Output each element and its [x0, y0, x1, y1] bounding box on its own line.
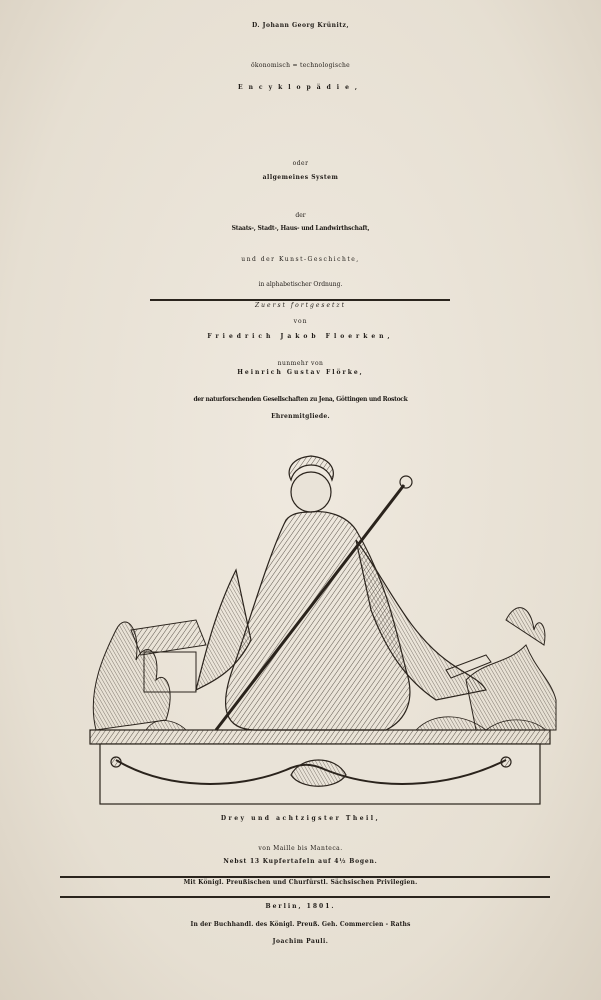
- economy-line: Staats-, Stadt-, Haus- und Landwirthschaft,: [231, 225, 370, 232]
- von-line: von: [293, 318, 308, 325]
- art-history-line: und der Kunst-Geschichte,: [241, 256, 360, 263]
- range-line: von Maille bis Manteca.: [258, 845, 343, 852]
- privilege-line: Mit Königl. Preußischen und Churfürstl. Sächsischen Privilegien.: [183, 879, 418, 886]
- continued-line: Zuerst fortgesetzt: [255, 302, 346, 309]
- oder-line: oder: [292, 160, 309, 167]
- pedestal: [90, 730, 550, 804]
- allegorical-figure-engraving: [86, 430, 560, 810]
- nunmehr-line: nunmehr von: [277, 360, 324, 367]
- seated-figure: [196, 456, 486, 730]
- right-landscape: [446, 608, 556, 730]
- editor1-name: Friedrich Jakob Floerken,: [207, 333, 394, 340]
- place-date-line: Berlin, 1801.: [265, 903, 336, 910]
- plates-line: Nebst 13 Kupfertafeln auf 4½ Bogen.: [223, 858, 378, 865]
- privilege-rule-bottom: [60, 896, 550, 898]
- privilege-rule-top: [60, 876, 550, 878]
- order-line: in alphabetischer Ordnung.: [258, 281, 343, 288]
- system-line: allgemeines System: [262, 174, 339, 181]
- divider-rule: [150, 299, 450, 301]
- honorary-line: Ehrenmitgliede.: [271, 413, 330, 420]
- main-title: Encyklopädie,: [238, 84, 363, 91]
- publisher-name: Joachim Pauli.: [272, 938, 329, 945]
- publisher-line: In der Buchhandl. des Königl. Preuß. Geh. Commercien - Raths: [190, 921, 411, 928]
- societies-line: der naturforschenden Gesellschaften zu Jena, Göttingen und Rostock: [193, 396, 408, 403]
- subtitle-line: ökonomisch = technologische: [251, 62, 350, 69]
- volume-line: Drey und achtzigster Theil,: [220, 815, 381, 822]
- der-line: der: [295, 212, 306, 219]
- author-line: D. Johann Georg Krünitz,: [251, 22, 350, 29]
- editor2-name: Heinrich Gustav Flörke,: [237, 369, 364, 376]
